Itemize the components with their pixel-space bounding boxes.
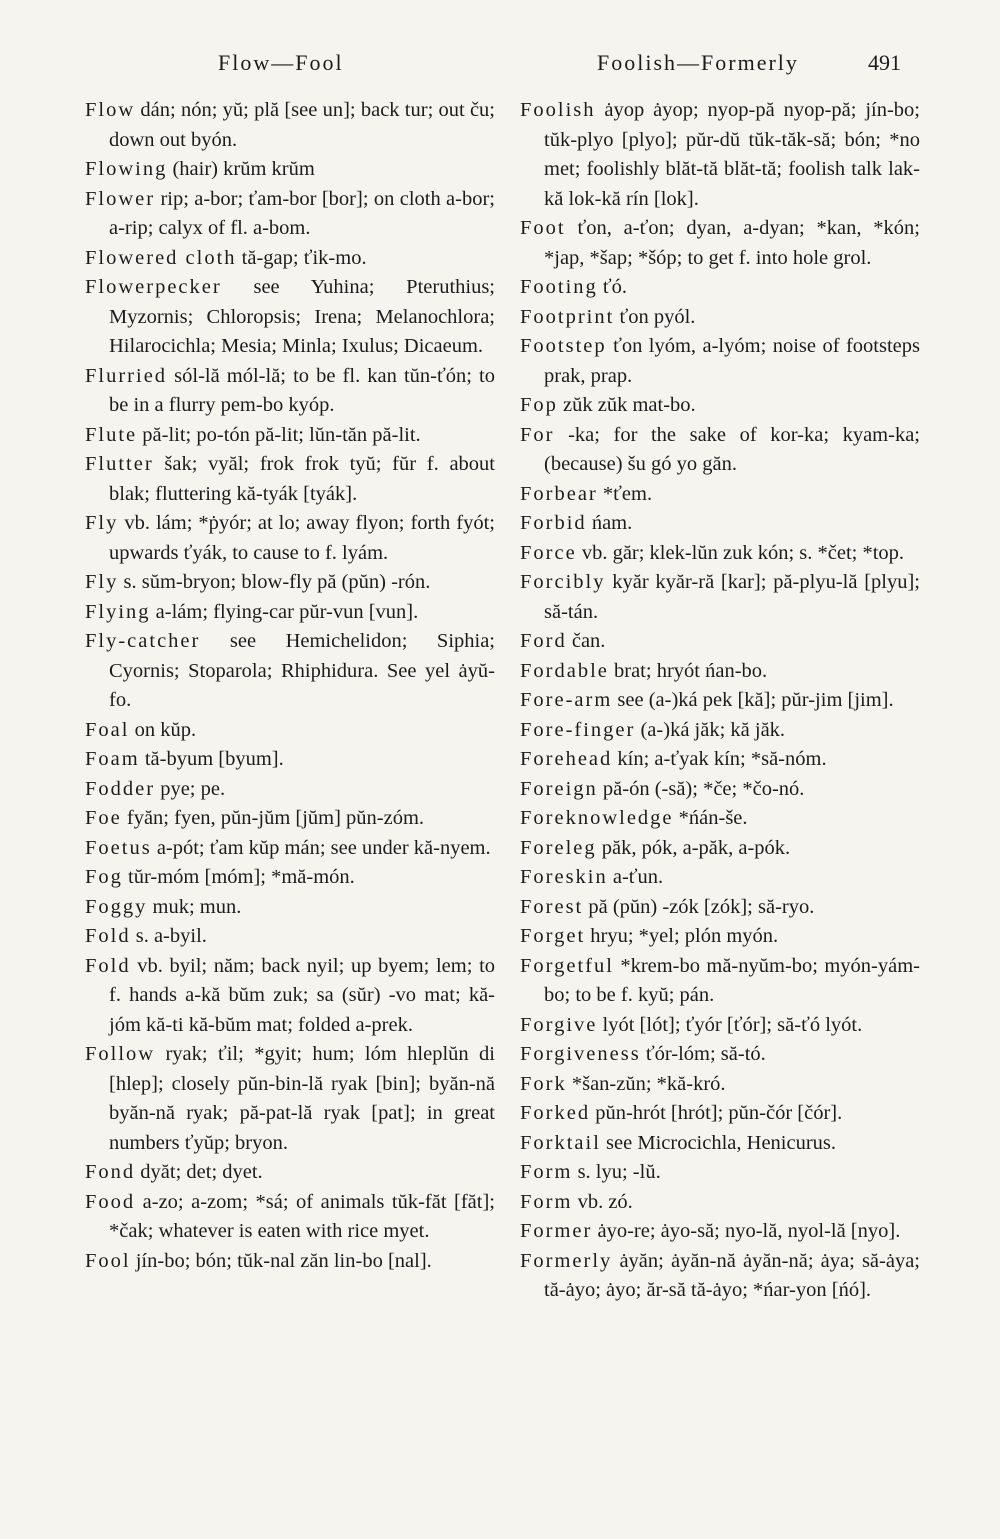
- dictionary-entry: [85, 716, 495, 746]
- dictionary-entry: [85, 450, 495, 509]
- entry-headword: Flowerpecker: [85, 276, 222, 298]
- dictionary-entry: [520, 893, 920, 923]
- entry-headword: Flying: [85, 600, 151, 623]
- entry-headword: Former: [520, 1220, 593, 1242]
- entry-definition: ȧyăn; ȧyăn-nă ȧyăn-nă; ȧya; să-ȧya; tă-ȧyo; ȧyo; ăr-să tă-ȧyo; *ńar-yon [ńó].: [544, 1249, 921, 1301]
- entry-definition: pŭn-hrót [hrót]; pŭn-čór [čór].: [595, 1102, 843, 1124]
- dictionary-entry: [85, 421, 495, 451]
- entry-headword: Forktail: [520, 1131, 601, 1154]
- dictionary-entry: [520, 332, 920, 391]
- entry-headword: Forcibly: [520, 571, 606, 593]
- entry-headword: Flutter: [85, 453, 154, 475]
- running-head-left: Flow—Fool: [218, 50, 344, 75]
- entry-headword: Food: [85, 1190, 136, 1213]
- entry-definition: see Yuhina; Pteruthius; Myzornis; Chloropsis; Irena; Melanochlora; Hilarocichla; Mesia; Minla; Ixulus; Dicaeum.: [109, 276, 496, 357]
- entry-definition: (a-)ká jăk; kă jăk.: [640, 718, 786, 741]
- dictionary-entry: [85, 568, 495, 598]
- entry-definition: see Hemichelidon; Siphia; Cyornis; Stoparola; Rhiphidura. See yel ȧyŭ-fo.: [109, 630, 496, 711]
- entry-headword: Forbid: [520, 512, 587, 534]
- dictionary-entry: [520, 1011, 920, 1041]
- page-number: 491: [868, 50, 901, 75]
- entry-definition: dyăt; det; dyet.: [140, 1161, 263, 1183]
- entry-headword: Flower: [85, 187, 156, 210]
- dictionary-entry: [85, 96, 495, 155]
- dictionary-entry: [85, 509, 495, 568]
- dictionary-entry: [520, 922, 920, 952]
- entry-definition: tŭr-móm [móm]; *mă-món.: [128, 866, 355, 888]
- entry-definition: ryak; ťil; *gyit; hum; lóm hleplŭn di [hlep]; closely pŭn-bin-lă ryak [bin]; byăn-nă byăn-nă ryak; pă-pat-lă ryak [pat]; in great numbers ťyŭp; bryon.: [109, 1043, 495, 1154]
- entry-definition: ťon lyóm, a-lyóm; noise of footsteps prak, prap.: [544, 335, 920, 387]
- entry-definition: čan.: [571, 630, 606, 652]
- dictionary-entry: [520, 627, 920, 657]
- dictionary-entry: [520, 1217, 920, 1247]
- dictionary-entry: [85, 804, 495, 834]
- entry-definition: s. a-byil.: [135, 925, 207, 947]
- entry-headword: Foetus: [85, 836, 152, 859]
- entry-headword: Fore-finger: [520, 718, 636, 741]
- entry-definition: ȧyop ȧyop; nyop-pă nyop-pă; jín-bo; tŭk-plyo [plyo]; pŭr-dŭ tŭk-tăk-să; bón; *no met; foolishly blăt-tă blăt-tă; foolish talk lak-kă lok-kă rín [lok].: [544, 99, 920, 210]
- entry-definition: pă-lit; po-tón pă-lit; lŭn-tăn pă-lit.: [142, 423, 421, 446]
- entry-headword: Fold: [85, 954, 131, 977]
- entry-headword: Fog: [85, 866, 123, 888]
- dictionary-entry: [520, 716, 920, 746]
- dictionary-entry: [520, 568, 920, 627]
- entry-headword: Forget: [520, 925, 586, 947]
- entry-headword: Forest: [520, 895, 584, 918]
- dictionary-entry: [85, 627, 495, 716]
- dictionary-entry: [85, 775, 495, 805]
- entry-definition: brat; hryót ńan-bo.: [614, 659, 768, 682]
- dictionary-entry: [85, 185, 495, 244]
- entry-headword: Forbear: [520, 482, 598, 505]
- dictionary-entry: [85, 273, 495, 362]
- entry-headword: For: [520, 423, 555, 446]
- entry-headword: Formerly: [520, 1249, 613, 1272]
- dictionary-entry: [520, 303, 920, 333]
- entry-definition: (hair) krŭm krŭm: [172, 158, 315, 180]
- entry-definition: ȧyo-re; ȧyo-să; nyo-lă, nyol-lă [nyo].: [597, 1220, 901, 1242]
- entry-headword: Footprint: [520, 305, 615, 328]
- entry-headword: Follow: [85, 1043, 156, 1065]
- entry-headword: Form: [520, 1190, 573, 1213]
- entry-headword: Fly: [85, 512, 119, 534]
- entry-definition: ťon, a-ťon; dyan, a-dyan; *kan, *kón; *jap, *šap; *šóp; to get f. into hole grol.: [544, 217, 920, 269]
- dictionary-entry: [85, 1040, 495, 1158]
- entry-definition: pye; pe.: [160, 777, 226, 800]
- entry-definition: sól-lă mól-lă; to be fl. kan tŭn-ťón; to be in a flurry pem-bo kyóp.: [109, 364, 495, 416]
- entry-headword: Foe: [85, 807, 122, 829]
- entry-definition: păk, pók, a-păk, a-pók.: [601, 836, 791, 859]
- dictionary-entry: [85, 863, 495, 893]
- dictionary-entry: [520, 1188, 920, 1218]
- entry-headword: Flute: [85, 423, 138, 446]
- dictionary-entry: [520, 96, 920, 214]
- entry-definition: pă-ón (-să); *če; *čo-nó.: [602, 777, 805, 800]
- dictionary-entry: [520, 686, 920, 716]
- dictionary-entry: [85, 922, 495, 952]
- entry-definition: see Microcichla, Henicurus.: [606, 1131, 837, 1154]
- dictionary-entry: [520, 1099, 920, 1129]
- dictionary-entry: [85, 362, 495, 421]
- dictionary-entry: [85, 1188, 495, 1247]
- dictionary-entry: [85, 155, 495, 185]
- dictionary-entry: [520, 1247, 920, 1306]
- left-column: [85, 96, 495, 1276]
- dictionary-entry: [85, 893, 495, 923]
- entry-definition: vb. găr; klek-lŭn zuk kón; s. *čet; *top.: [581, 541, 905, 564]
- entry-headword: Flurried: [85, 364, 168, 387]
- dictionary-entry: [85, 834, 495, 864]
- entry-definition: on kŭp.: [134, 718, 197, 741]
- entry-headword: Foolish: [520, 99, 596, 121]
- entry-headword: Foreskin: [520, 866, 608, 888]
- dictionary-entry: [520, 273, 920, 303]
- entry-headword: Ford: [520, 630, 567, 652]
- entry-headword: Fork: [520, 1072, 567, 1095]
- dictionary-entry: [520, 509, 920, 539]
- entry-headword: Fore-arm: [520, 689, 613, 711]
- entry-headword: Forehead: [520, 748, 613, 770]
- entry-definition: kín; a-ťyak kín; *să-nóm.: [617, 748, 827, 770]
- entry-definition: dán; nón; yŭ; plă [see un]; back tur; out ču; down out byón.: [109, 99, 495, 151]
- dictionary-entry: [520, 775, 920, 805]
- entry-definition: s. sŭm-bryon; blow-fly pă (pŭn) -rón.: [123, 571, 431, 593]
- entry-headword: Fodder: [85, 777, 156, 800]
- entry-headword: Foot: [520, 217, 566, 239]
- dictionary-entry: [85, 598, 495, 628]
- dictionary-entry: [520, 657, 920, 687]
- dictionary-entry: [520, 1040, 920, 1070]
- entry-headword: Fold: [85, 925, 131, 947]
- entry-definition: *šan-zŭn; *kă-kró.: [571, 1072, 726, 1095]
- dictionary-entry: [520, 539, 920, 569]
- dictionary-entry: [85, 1158, 495, 1188]
- entry-headword: Forgiveness: [520, 1043, 641, 1065]
- dictionary-entry: [520, 1158, 920, 1188]
- entry-definition: a-zo; a-zom; *sá; of animals tŭk-făt [făt]; *čak; whatever is eaten with rice myet.: [109, 1190, 495, 1242]
- entry-definition: kyăr kyăr-ră [kar]; pă-plyu-lă [plyu]; să-tán.: [544, 571, 921, 623]
- entry-headword: Foreleg: [520, 836, 597, 859]
- entry-headword: Flowing: [85, 158, 168, 180]
- entry-headword: Flowered cloth: [85, 246, 237, 269]
- entry-definition: *ńán-še.: [678, 807, 748, 829]
- entry-headword: Forgive: [520, 1013, 598, 1036]
- entry-headword: Foal: [85, 718, 130, 741]
- running-head-right: Foolish—Formerly: [597, 50, 799, 75]
- entry-headword: Footstep: [520, 335, 607, 357]
- entry-definition: ńam.: [591, 512, 633, 534]
- entry-definition: a-ťun.: [612, 866, 664, 888]
- dictionary-entry: [85, 745, 495, 775]
- entry-definition: jín-bo; bón; tŭk-nal zăn lin-bo [nal].: [135, 1249, 432, 1272]
- entry-headword: Fordable: [520, 659, 609, 682]
- dictionary-entry: [520, 214, 920, 273]
- entry-definition: ťó.: [602, 276, 628, 298]
- entry-definition: s. lyu; -lŭ.: [577, 1161, 661, 1183]
- entry-definition: *ťem.: [602, 482, 653, 505]
- entry-definition: lyót [lót]; ťyór [ťór]; să-ťó lyót.: [602, 1013, 863, 1036]
- dictionary-entry: [85, 1247, 495, 1277]
- entry-headword: Foreign: [520, 777, 598, 800]
- entry-definition: tă-gap; ťik-mo.: [241, 246, 367, 269]
- entry-definition: muk; mun.: [152, 895, 242, 918]
- entry-headword: Form: [520, 1161, 573, 1183]
- dictionary-entry: [520, 863, 920, 893]
- entry-headword: Flow: [85, 99, 136, 121]
- dictionary-entry: [520, 952, 920, 1011]
- entry-headword: Forked: [520, 1102, 591, 1124]
- entry-headword: Fop: [520, 394, 558, 416]
- entry-definition: *krem-bo mă-nyŭm-bo; myón-yám-bo; to be f. kyŭ; pán.: [544, 954, 920, 1006]
- entry-definition: vb. zó.: [577, 1190, 633, 1213]
- entry-definition: hryu; *yel; plón myón.: [590, 925, 779, 947]
- dictionary-entry: [520, 1070, 920, 1100]
- dictionary-entry: [520, 480, 920, 510]
- entry-definition: a-pót; ťam kŭp mán; see under kă-nyem.: [156, 836, 491, 859]
- dictionary-entry: [520, 391, 920, 421]
- entry-headword: Footing: [520, 276, 598, 298]
- entry-headword: Fly: [85, 571, 119, 593]
- entry-headword: Fly-catcher: [85, 630, 201, 652]
- entry-definition: ťon pyól.: [619, 305, 696, 328]
- dictionary-entry: [85, 952, 495, 1041]
- entry-definition: a-lám; flying-car pŭr-vun [vun].: [155, 600, 419, 623]
- entry-definition: vb. byil; năm; back nyil; up byem; lem; to f. hands a-kă bŭm zuk; sa (sŭr) -vo mat; kă-jóm kă-ti kă-bŭm mat; folded a-prek.: [109, 954, 496, 1036]
- entry-definition: fyăn; fyen, pŭn-jŭm [jŭm] pŭn-zóm.: [126, 807, 425, 829]
- right-column: [520, 96, 920, 1306]
- entry-headword: Foggy: [85, 895, 148, 918]
- entry-headword: Foam: [85, 748, 140, 770]
- entry-headword: Forgetful: [520, 954, 614, 977]
- entry-definition: tă-byum [byum].: [144, 748, 284, 770]
- entry-definition: -ka; for the sake of kor-ka; kyam-ka; (because) šu gó yo găn.: [544, 423, 921, 475]
- entry-headword: Fond: [85, 1161, 136, 1183]
- dictionary-entry: [520, 421, 920, 480]
- entry-definition: pă (pŭn) -zók [zók]; să-ryo.: [588, 895, 815, 918]
- dictionary-entry: [520, 834, 920, 864]
- entry-definition: rip; a-bor; ťam-bor [bor]; on cloth a-bor; a-rip; calyx of fl. a-bom.: [109, 187, 495, 239]
- entry-definition: vb. lám; *ṗyór; at lo; away flyon; forth fyót; upwards ťyák, to cause to f. lyám.: [109, 512, 495, 564]
- dictionary-entry: [85, 244, 495, 274]
- entry-definition: šak; vyăl; frok frok tyŭ; fŭr f. about blak; fluttering kă-tyák [tyák].: [109, 453, 496, 505]
- entry-definition: zŭk zŭk mat-bo.: [563, 394, 696, 416]
- entry-headword: Foreknowledge: [520, 807, 674, 829]
- entry-headword: Force: [520, 541, 577, 564]
- dictionary-entry: [520, 804, 920, 834]
- dictionary-entry: [520, 745, 920, 775]
- entry-definition: see (a-)ká pek [kă]; pŭr-jim [jim].: [617, 689, 894, 711]
- dictionary-entry: [520, 1129, 920, 1159]
- entry-headword: Fool: [85, 1249, 131, 1272]
- entry-definition: ťór-lóm; să-tó.: [645, 1043, 766, 1065]
